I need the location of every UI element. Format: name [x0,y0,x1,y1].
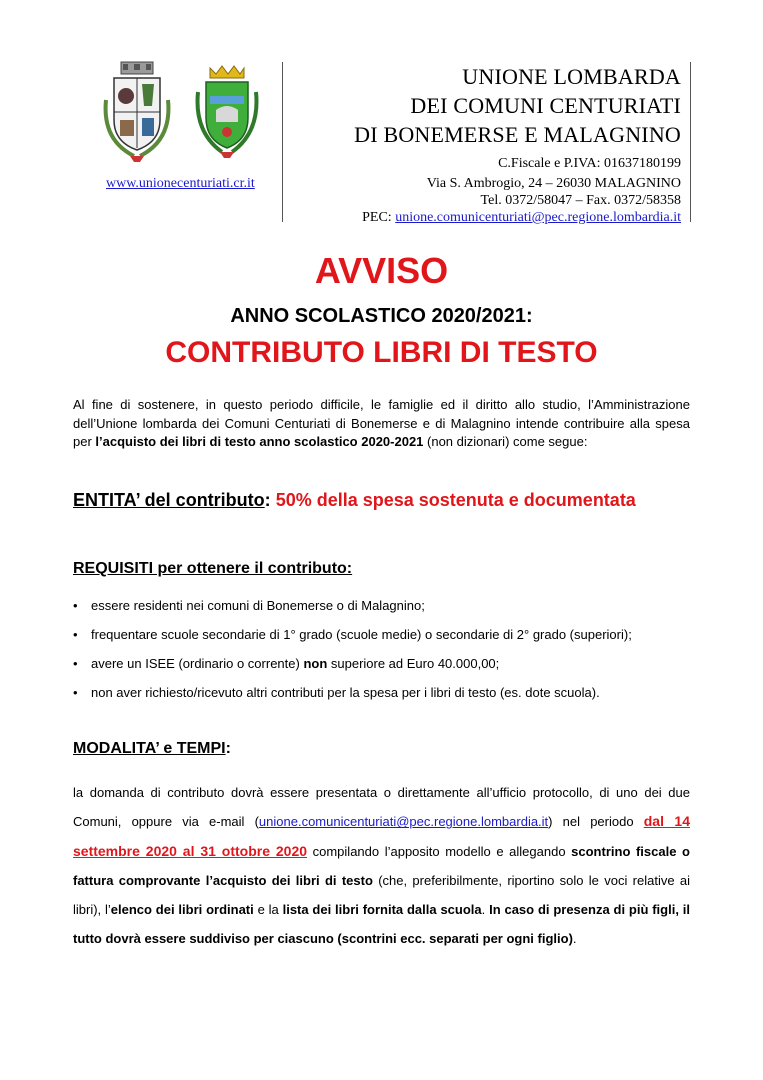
procedure-heading [73,740,231,758]
procedure-text: compilando l’apposito modello e allegando [307,843,572,859]
requirement-text: frequentare scuole secondarie di 1° grado (scuole medie) o secondarie di 2° grado (superiori); [91,627,632,642]
letterhead-title-line-1: UNIONE LOMBARDA [462,64,681,89]
requirement-bold: non [303,656,328,671]
bullet-icon: • [73,685,78,700]
requirement-text-end: superiore ad Euro 40.000,00; [327,656,500,671]
website-link[interactable]: www.unionecenturiati.cr.it [106,176,255,191]
list-item [73,655,703,684]
procedure-bold: scontrino fiscale o fattura comprovante l’acquisto dei libri di testo [73,843,690,888]
requirements-list [73,597,703,713]
bonemerse-crest-icon [96,60,178,164]
letterhead [354,62,681,226]
fiscal-code: C.Fiscale e P.IVA: 01637180199 [498,156,681,171]
letterhead-title-line-3: DI BONEMERSE E MALAGNINO [354,122,681,147]
address: Via S. Ambrogio, 24 – 26030 MALAGNINO [426,176,681,191]
notice-title: AVVISO [314,250,449,291]
header-divider-left [282,62,283,222]
malagnino-crest-icon [186,62,268,162]
bullet-icon: • [73,656,78,671]
amount-colon: : [264,490,271,510]
procedure-bold: lista dei libri fornita dalla scuola [282,902,482,918]
procedure-text-end: . [572,931,577,947]
procedure-text: ) nel periodo [548,814,644,830]
list-item [73,684,703,713]
school-year-title: ANNO SCOLASTICO 2020/2021: [230,305,533,327]
header-divider-right [690,62,691,222]
contribution-title: CONTRIBUTO LIBRI DI TESTO [165,336,598,369]
procedure-text: (che, preferibilmente, riportino solo le voci relative ai libri), l’ [73,872,691,918]
contribution-amount [73,490,636,511]
letterhead-title-line-2: DEI COMUNI CENTURIATI [410,93,681,118]
municipal-crests [92,58,272,168]
intro-text: Al fine di sostenere, in questo periodo difficile, le famiglie ed il diritto allo studio, l’Amministrazione dell’Unione lombarda dei Comuni Centuriati di Bonemerse e di Malagnino intende contribuire alla spesa per [73,397,690,450]
procedure-paragraph [73,778,690,954]
procedure-text: e la [253,902,283,918]
intro-paragraph [73,396,690,452]
requirements-heading: REQUISITI per ottenere il contributo: [73,560,353,577]
requirement-text: essere residenti nei comuni di Bonemerse o di Malagnino; [91,598,425,613]
procedure-heading-text: MODALITA’ e TEMPI [73,740,226,757]
pec-label: PEC: [362,210,392,225]
requirement-text: avere un ISEE (ordinario o corrente) [91,656,304,671]
procedure-bold: In caso di presenza di più figli, il tutto dovrà essere suddiviso per ciascuno (scontrini ecc. separati per ogni figlio) [73,902,690,947]
list-item [73,626,703,655]
procedure-heading-colon: : [225,740,231,757]
pec-email-link[interactable]: unione.comunicenturiati@pec.regione.lombardia.it [395,210,681,225]
bullet-icon: • [73,598,78,613]
phone-fax: Tel. 0372/58047 – Fax. 0372/58358 [480,193,681,208]
requirement-text: non aver richiesto/ricevuto altri contributi per la spesa per i libri di testo (es. dote scuola). [91,685,600,700]
intro-bold: l’acquisto dei libri di testo anno scolastico 2020-2021 [95,434,424,450]
procedure-text: . [481,902,490,918]
amount-label: ENTITA’ del contributo [73,490,265,510]
bullet-icon: • [73,627,78,642]
pec-email-inline-link[interactable]: unione.comunicenturiati@pec.regione.lombardia.it [258,814,549,830]
procedure-text: la domanda di contributo dovrà essere presentata o direttamente all’ufficio protocollo, di uno dei due Comuni, oppure via e-mail ( [73,785,690,830]
pec-line [354,209,681,226]
list-item [73,597,703,626]
amount-value: 50% della spesa sostenuta e documentata [275,490,636,510]
submission-period: dal 14 settembre 2020 al 31 ottobre 2020 [73,813,690,859]
intro-text-end: (non dizionari) come segue: [423,434,588,450]
procedure-bold: elenco dei libri ordinati [110,902,254,918]
